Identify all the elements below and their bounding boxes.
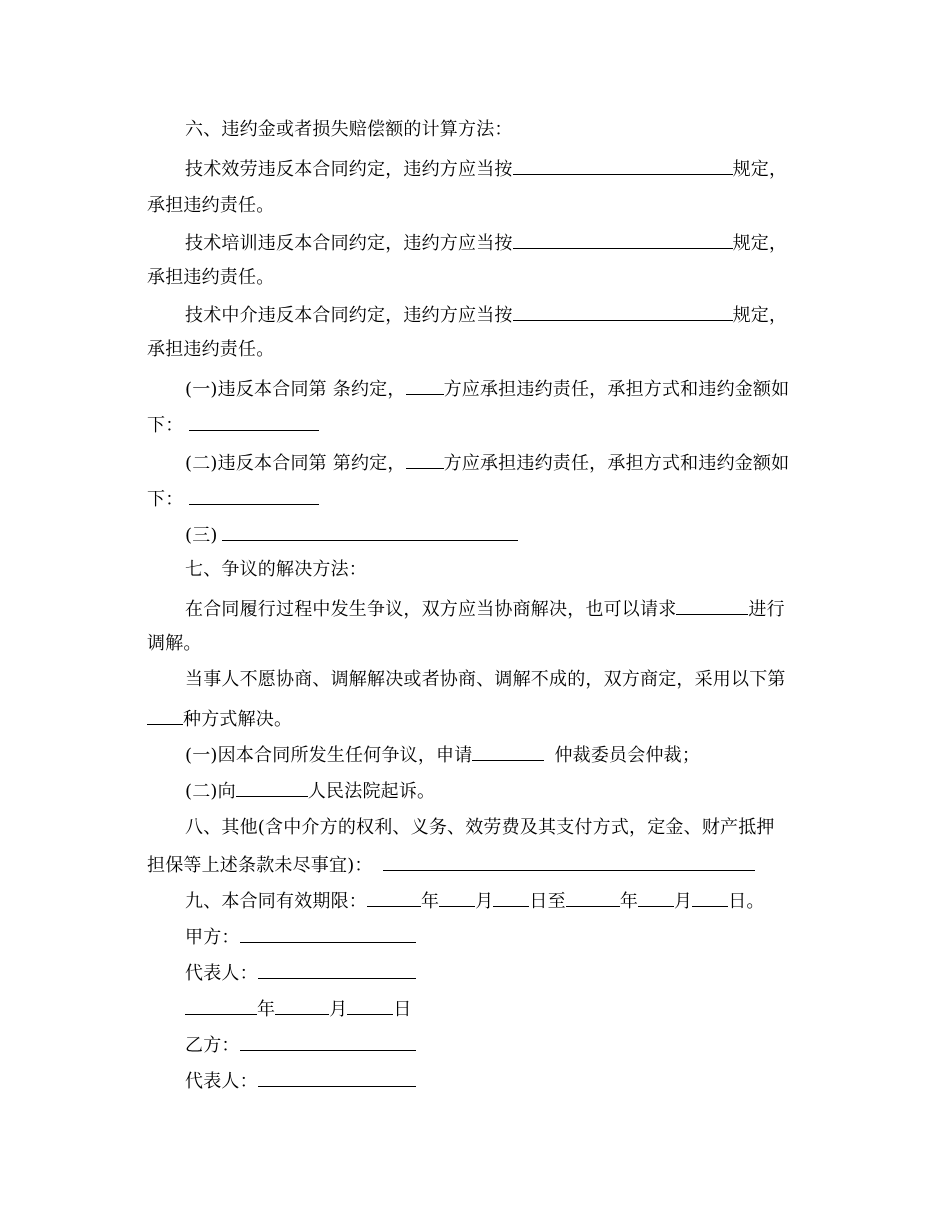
party-a-line bbox=[185, 924, 416, 948]
day-text: 日。 bbox=[728, 891, 765, 912]
date-day-blank[interactable] bbox=[347, 996, 393, 1015]
date-a-line bbox=[185, 996, 412, 1020]
party-a-blank[interactable] bbox=[240, 924, 416, 943]
clause-training bbox=[185, 230, 787, 254]
option-arbitration bbox=[185, 742, 700, 766]
clause-text: 承担违约责任。 bbox=[147, 267, 275, 288]
fill-blank[interactable] bbox=[222, 522, 518, 541]
clause-text: 规定， bbox=[732, 233, 788, 254]
clause-text: 进行 bbox=[748, 599, 785, 620]
clause-agency bbox=[185, 302, 787, 326]
fill-blank[interactable] bbox=[676, 596, 748, 615]
day-text: 日 bbox=[393, 999, 412, 1020]
heading-text: 六、违约金或者损失赔偿额的计算方法： bbox=[185, 119, 513, 140]
section-8 bbox=[185, 816, 775, 840]
clause-text: 方应承担违约责任，承担方式和违约金额如 bbox=[443, 379, 790, 400]
clause-text: (二)向 bbox=[185, 781, 236, 802]
party-b-line bbox=[185, 1032, 416, 1056]
year-text: 年 bbox=[421, 891, 440, 912]
item-1 bbox=[185, 376, 789, 400]
rep-b-blank[interactable] bbox=[258, 1068, 416, 1087]
clause-text: (三) bbox=[185, 525, 218, 546]
clause-text: 技术效劳违反本合同约定，违约方应当按 bbox=[185, 159, 513, 180]
clause-service-cont bbox=[147, 194, 274, 218]
clause-text: 当事人不愿协商、调解解决或者协商、调解不成的，双方商定，采用以下第 bbox=[185, 669, 786, 690]
clause-text: (一)违反本合同第 条约定， bbox=[185, 379, 406, 400]
party-b-blank[interactable] bbox=[240, 1032, 416, 1051]
month-text: 月 bbox=[329, 999, 348, 1020]
fill-blank[interactable] bbox=[147, 706, 183, 725]
dispute-choice bbox=[185, 668, 786, 692]
heading-text: 七、争议的解决方法： bbox=[185, 559, 367, 580]
clause-text: 担保等上述条款未尽事宜)： bbox=[147, 855, 373, 876]
clause-text: (一)因本合同所发生任何争议，申请 bbox=[185, 745, 473, 766]
date-year-blank[interactable] bbox=[185, 996, 257, 1015]
fill-blank[interactable] bbox=[513, 230, 733, 249]
item-2-cont bbox=[147, 486, 319, 510]
section-9-term bbox=[185, 888, 765, 912]
option-court bbox=[185, 778, 435, 802]
clause-text: 方应承担违约责任，承担方式和违约金额如 bbox=[443, 453, 790, 474]
date-month-blank[interactable] bbox=[275, 996, 329, 1015]
start-month-blank[interactable] bbox=[439, 888, 475, 907]
clause-text: 下： bbox=[147, 415, 184, 436]
item-2 bbox=[185, 450, 789, 474]
start-year-blank[interactable] bbox=[367, 888, 421, 907]
rep-a-blank[interactable] bbox=[258, 960, 416, 979]
clause-text: 规定， bbox=[732, 305, 788, 326]
rep-a-line bbox=[185, 960, 416, 984]
fill-blank[interactable] bbox=[406, 376, 444, 395]
item-3 bbox=[185, 522, 518, 546]
clause-text: 在合同履行过程中发生争议，双方应当协商解决，也可以请求 bbox=[185, 599, 677, 620]
clause-text: 种方式解决。 bbox=[183, 709, 293, 730]
clause-text: 人民法院起诉。 bbox=[307, 781, 436, 802]
month-text: 月 bbox=[674, 891, 693, 912]
rep-a-label: 代表人： bbox=[185, 963, 258, 984]
fill-blank[interactable] bbox=[383, 852, 755, 871]
section-7-heading bbox=[185, 558, 367, 582]
fill-blank[interactable] bbox=[472, 742, 544, 761]
fill-blank[interactable] bbox=[513, 156, 733, 175]
fill-blank[interactable] bbox=[236, 778, 308, 797]
fill-blank[interactable] bbox=[189, 412, 319, 431]
section-8-cont bbox=[147, 852, 755, 876]
clause-text: 承担违约责任。 bbox=[147, 339, 275, 360]
end-day-blank[interactable] bbox=[692, 888, 728, 907]
fill-blank[interactable] bbox=[406, 450, 444, 469]
clause-text: 规定， bbox=[732, 159, 788, 180]
clause-text: 九、本合同有效期限： bbox=[185, 891, 367, 912]
dispute-mediation-cont bbox=[147, 632, 202, 656]
clause-text: (二)违反本合同第 第约定， bbox=[185, 453, 406, 474]
clause-agency-cont bbox=[147, 338, 274, 362]
party-b-label: 乙方： bbox=[185, 1035, 240, 1056]
section-6-heading bbox=[185, 118, 513, 142]
clause-text: 调解。 bbox=[147, 633, 202, 654]
dispute-choice-cont bbox=[147, 706, 292, 730]
end-month-blank[interactable] bbox=[638, 888, 674, 907]
end-year-blank[interactable] bbox=[566, 888, 620, 907]
clause-service bbox=[185, 156, 787, 180]
rep-b-line bbox=[185, 1068, 416, 1092]
item-1-cont bbox=[147, 412, 319, 436]
month-text: 月 bbox=[475, 891, 494, 912]
start-day-blank[interactable] bbox=[493, 888, 529, 907]
rep-b-label: 代表人： bbox=[185, 1071, 258, 1092]
clause-text: 仲裁委员会仲裁； bbox=[554, 745, 701, 766]
party-a-label: 甲方： bbox=[185, 927, 240, 948]
clause-text: 技术培训违反本合同约定，违约方应当按 bbox=[185, 233, 513, 254]
clause-text: 承担违约责任。 bbox=[147, 195, 275, 216]
day-to-text: 日至 bbox=[529, 891, 566, 912]
clause-training-cont bbox=[147, 266, 274, 290]
clause-text: 技术中介违反本合同约定，违约方应当按 bbox=[185, 305, 513, 326]
year-text: 年 bbox=[257, 999, 276, 1020]
dispute-mediation bbox=[185, 596, 785, 620]
year-text: 年 bbox=[619, 891, 639, 912]
clause-text: 下： bbox=[147, 489, 184, 510]
fill-blank[interactable] bbox=[189, 486, 319, 505]
fill-blank[interactable] bbox=[513, 302, 733, 321]
clause-text: 八、其他(含中介方的权利、义务、效劳费及其支付方式，定金、财产抵押 bbox=[185, 817, 775, 838]
